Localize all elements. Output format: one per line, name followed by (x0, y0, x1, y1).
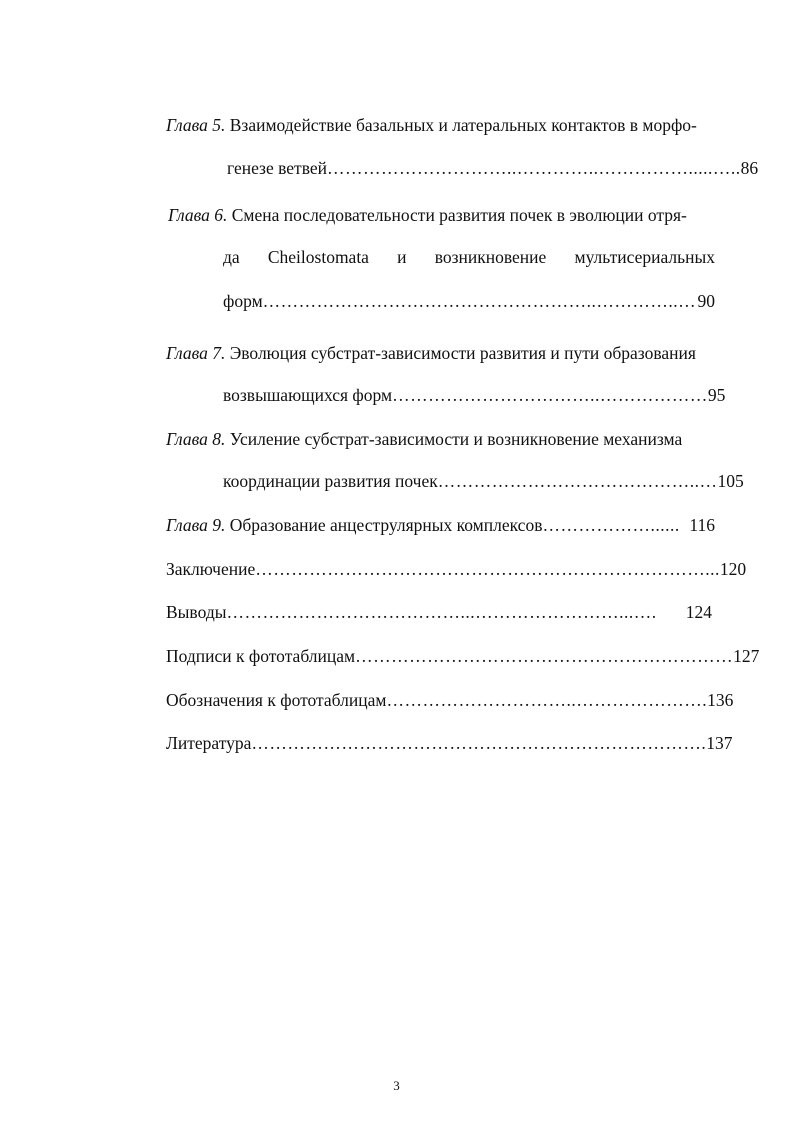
toc-ch6-label: Глава 6. (168, 205, 228, 225)
toc-ch7-leader-dots: ……………………………..……………… (392, 385, 708, 405)
toc-ch6-page: 90 (697, 291, 715, 311)
toc-ch8-label: Глава 8. (166, 429, 226, 449)
toc-legend-page: 136 (707, 690, 734, 710)
toc-entry-ch5-line2 (227, 157, 759, 179)
toc-ch6-leader-dots: ………………………………………………..…………..… (262, 291, 697, 311)
page-number: 3 (393, 1078, 400, 1093)
toc-entry-ch6-line3 (223, 290, 715, 312)
toc-ch6-word: Cheilostomata (267, 247, 369, 267)
toc-ch7-page: 95 (707, 385, 726, 405)
toc-ch6-title-line3: форм (223, 291, 263, 311)
toc-entry-ch7-line1 (166, 342, 696, 364)
toc-findings-page: 124 (685, 602, 712, 622)
toc-ch5-leader-dots: …………………………..…………..…………….....….. (326, 158, 741, 178)
toc-entry-literature (166, 732, 733, 754)
toc-ch7-title-line2: возвышающихся форм (223, 385, 393, 405)
toc-legend-title: Обозначения к фототаблицам (166, 690, 387, 710)
toc-literature-title: Литература (166, 733, 252, 753)
toc-ch9-label: Глава 9. (166, 515, 226, 535)
toc-ch8-leader-dots: ……………………………………..… (437, 471, 718, 491)
toc-findings-title: Выводы (166, 602, 227, 622)
toc-ch9-leader-dots: ………………...... (542, 515, 680, 535)
toc-captions-page: 127 (733, 646, 760, 666)
toc-conclusion-title: Заключение (166, 559, 256, 579)
toc-ch5-page: 86 (740, 158, 759, 178)
toc-findings-leader-dots: …………………………………...……………………...…. (226, 602, 657, 622)
toc-ch9-page: 116 (689, 515, 715, 535)
toc-ch6-word: возникновение (434, 247, 547, 267)
toc-ch7-label: Глава 7. (166, 343, 226, 363)
toc-ch6-word: мультисериальных (574, 247, 715, 267)
toc-entry-captions (166, 645, 760, 667)
toc-legend-leader-dots: …………………………..…………………. (386, 690, 708, 710)
toc-entry-ch8-line1 (166, 428, 682, 450)
toc-literature-leader-dots: …………………………………………………………………. (251, 733, 707, 753)
toc-captions-title: Подписи к фототаблицам (166, 646, 356, 666)
toc-ch6-word: и (397, 247, 407, 267)
toc-entry-ch5-line1 (166, 114, 697, 136)
toc-ch7-title-line1: Эволюция субстрат-зависимости развития и пути образования (229, 343, 696, 363)
toc-ch6-word: да (223, 247, 240, 267)
toc-ch9-title (166, 514, 542, 536)
toc-ch8-title-line1: Усиление субстрат-зависимости и возникновение механизма (229, 429, 683, 449)
toc-entry-conclusion (166, 558, 747, 580)
toc-entry-ch8-line2 (223, 470, 744, 492)
toc-captions-leader-dots: ……………………………………………………… (355, 646, 734, 666)
toc-conclusion-leader-dots: …………………………………………………………………... (255, 559, 720, 579)
toc-entry-ch6-line2 (223, 246, 715, 268)
toc-ch5-label: Глава 5. (166, 115, 226, 135)
toc-entry-ch9 (166, 514, 715, 536)
toc-ch8-page: 105 (717, 471, 744, 491)
toc-ch5-title-line1: Взаимодействие базальных и латеральных контактов в морфо- (229, 115, 697, 135)
toc-ch9-title-text: Образование анцеструлярных комплексов (229, 515, 543, 535)
toc-ch6-title-line1: Смена последовательности развития почек в эволюции отря- (231, 205, 687, 225)
toc-ch8-title-line2: координации развития почек (223, 471, 438, 491)
toc-entry-legend (166, 689, 734, 711)
toc-entry-ch7-line2 (223, 384, 726, 406)
toc-entry-findings (166, 601, 712, 623)
toc-literature-page: 137 (706, 733, 733, 753)
toc-conclusion-page: 120 (719, 559, 747, 579)
toc-entry-ch6-line1 (168, 204, 687, 226)
toc-ch5-title-line2: генезе ветвей (227, 158, 327, 178)
